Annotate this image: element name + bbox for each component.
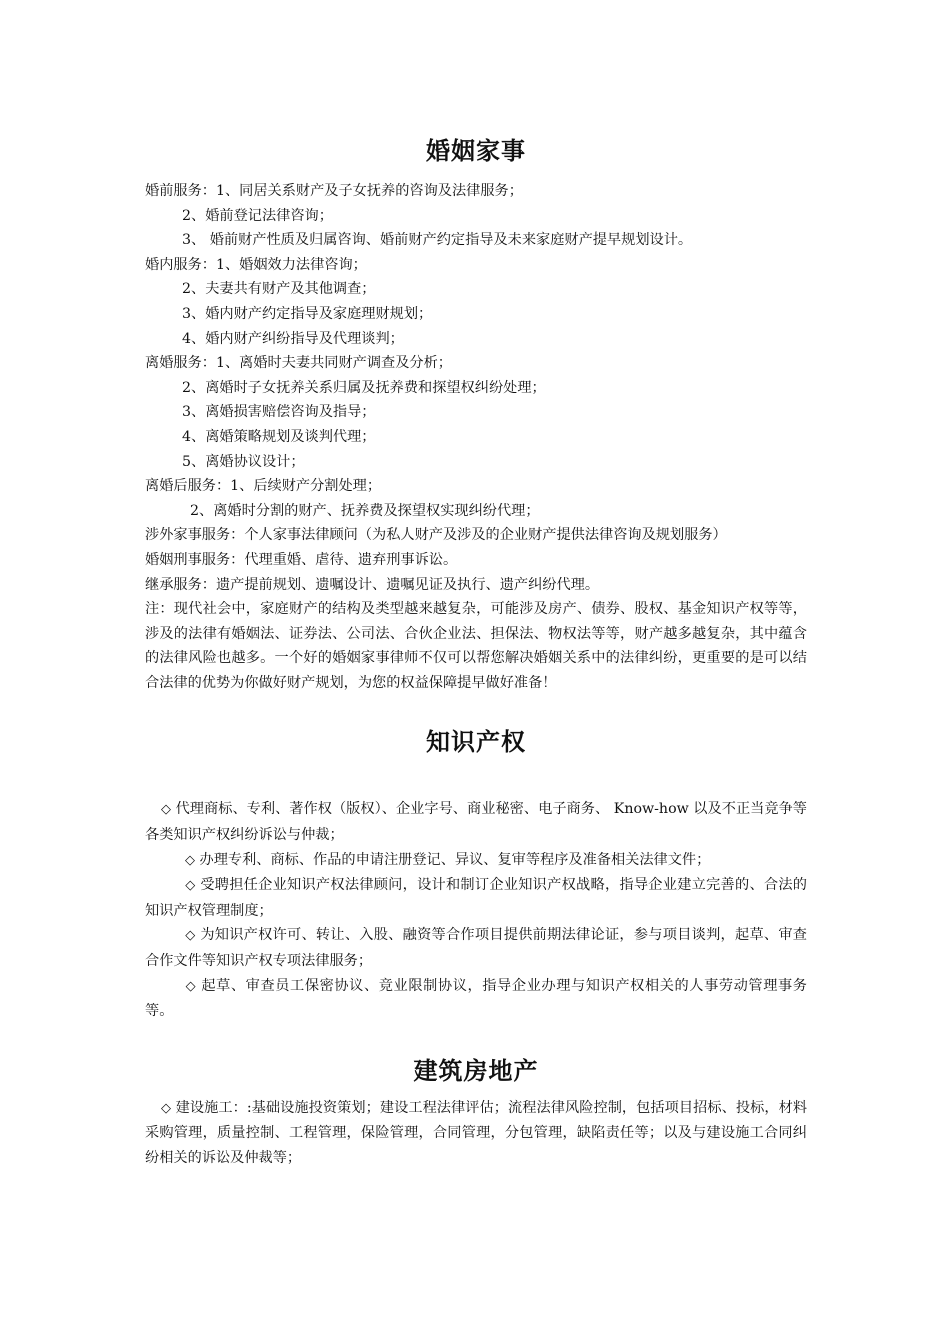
- diamond-bullet-icon: ◇: [185, 878, 196, 894]
- marriage-line-17: 继承服务：遗产提前规划、遗嘱设计、遗嘱见证及执行、遗产纠纷代理。: [145, 576, 600, 593]
- ip-item-5: ◇ 起草、审查员工保密协议、竞业限制协议，指导企业办理与知识产权相关的人事劳动管理事务等。: [145, 977, 807, 1020]
- marriage-line-6: 3、婚内财产约定指导及家庭理财规划；: [182, 305, 433, 322]
- marriage-line-7: 4、婚内财产纠纷指导及代理谈判；: [182, 330, 404, 347]
- marriage-line-2: 2、婚前登记法律咨询；: [182, 207, 333, 224]
- marriage-line-16: 婚姻刑事服务：代理重婚、虐待、遗弃刑事诉讼。: [145, 551, 458, 568]
- realestate-item-1: ◇ 建设施工：:基础设施投资策划；建设工程法律评估；流程法律风险控制，包括项目招标、投标，材料采购管理，质量控制、工程管理，保险管理，合同管理，分包管理，缺陷责任等；以及与建设施工合同纠纷相关的诉讼及仲裁等；: [145, 1099, 808, 1166]
- ip-item-2: ◇ 办理专利、商标、作品的申请注册登记、异议、复审等程序及准备相关法律文件；: [185, 851, 711, 868]
- section-title-marriage: 婚姻家事: [426, 136, 526, 165]
- marriage-note: 注：现代社会中，家庭财产的结构及类型越来越复杂，可能涉及房产、债券、股权、基金知识产权等等，涉及的法律有婚姻法、证券法、公司法、合伙企业法、担保法、物权法等等，财产越多越复杂，其中蕴含的法律风险也越多。一个好的婚姻家事律师不仅可以帮您解决婚姻关系中的法律纠纷，更重要的是可以结合法律的优势为你做好财产规划，为您的权益保障提早做好准备！: [145, 601, 807, 691]
- marriage-line-12: 5、离婚协议设计；: [182, 453, 305, 470]
- diamond-bullet-icon: ◇: [185, 928, 196, 944]
- marriage-line-14: 2、离婚时分割的财产、抚养费及探望权实现纠纷代理；: [190, 502, 540, 519]
- diamond-bullet-icon: ◇: [185, 852, 195, 868]
- ip-item-4: ◇ 为知识产权许可、转让、入股、融资等合作项目提供前期法律论证，参与项目谈判，起草、审查合作文件等知识产权专项法律服务；: [145, 927, 807, 970]
- diamond-bullet-icon: ◇: [185, 978, 197, 994]
- section-title-ip: 知识产权: [426, 727, 526, 757]
- diamond-bullet-icon: ◇: [161, 802, 172, 818]
- marriage-line-15: 涉外家事服务：个人家事法律顾问（为私人财产及涉及的企业财产提供法律咨询及规划服务）: [145, 527, 727, 544]
- ip-item-3: ◇ 受聘担任企业知识产权法律顾问，设计和制订企业知识产权战略，指导企业建立完善的、合法的知识产权管理制度；: [145, 877, 807, 919]
- marriage-line-10: 3、离婚损害赔偿咨询及指导；: [182, 404, 376, 421]
- marriage-line-13: 离婚后服务：1、后续财产分割处理；: [145, 478, 382, 495]
- marriage-line-11: 4、离婚策略规划及谈判代理；: [182, 428, 376, 445]
- section-title-realestate: 建筑房地产: [413, 1055, 539, 1085]
- marriage-line-1: 婚前服务：1、同居关系财产及子女抚养的咨询及法律服务；: [145, 183, 523, 199]
- marriage-line-4: 婚内服务：1、婚姻效力法律咨询；: [145, 256, 367, 273]
- marriage-line-3: 3、 婚前财产性质及归属咨询、婚前财产约定指导及未来家庭财产提早规划设计。: [182, 232, 693, 249]
- document-page: [145, 134, 807, 1171]
- diamond-bullet-icon: ◇: [161, 1100, 172, 1116]
- marriage-line-8: 离婚服务：1、离婚时夫妻共同财产调查及分析；: [145, 355, 452, 372]
- marriage-line-5: 2、夫妻共有财产及其他调查；: [182, 281, 376, 298]
- ip-item-1: ◇ 代理商标、专利、著作权（版权）、企业字号、商业秘密、电子商务、 Know-how 以及不正当竞争等各类知识产权纠纷诉讼与仲裁；: [145, 801, 807, 844]
- marriage-line-9: 2、离婚时子女抚养关系归属及抚养费和探望权纠纷处理；: [182, 379, 546, 396]
